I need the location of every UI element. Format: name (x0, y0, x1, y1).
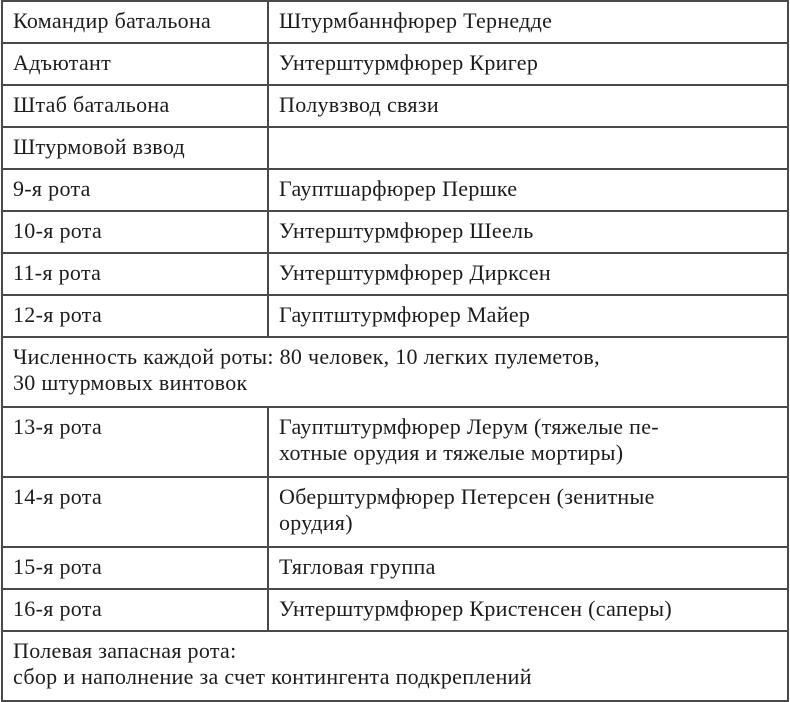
table-row (2, 547, 788, 589)
unit-cell: Штурмовой взвод (2, 127, 268, 169)
reserve-note-line: Полевая запасная рота: (13, 638, 237, 663)
unit-cell: Командир батальона (2, 1, 268, 43)
table-row (2, 477, 788, 547)
unit-cell: 16-я рота (2, 589, 268, 631)
reserve-note-row (2, 631, 788, 701)
commander-cell: Унтерштурмфюрер Дирксен (268, 253, 788, 295)
table-row (2, 127, 788, 169)
strength-note-row (2, 337, 788, 407)
strength-note-cell (2, 337, 788, 407)
table-row (2, 295, 788, 337)
commander-cell: Унтерштурмфюрер Кристенсен (саперы) (268, 589, 788, 631)
table-row (2, 85, 788, 127)
table-row (2, 43, 788, 85)
commander-cell: Гауптшарфюрер Першке (268, 169, 788, 211)
table-row (2, 211, 788, 253)
commander-cell: Тягловая группа (268, 547, 788, 589)
table-row (2, 589, 788, 631)
table-row (2, 169, 788, 211)
unit-cell: 15-я рота (2, 547, 268, 589)
commander-cell: Унтерштурмфюрер Кригер (268, 43, 788, 85)
commander-line: Гауптштурмфюрер Лерум (тяжелые пе- (279, 414, 659, 439)
unit-cell: Штаб батальона (2, 85, 268, 127)
unit-cell: Адъютант (2, 43, 268, 85)
commander-line: орудия) (279, 510, 353, 535)
unit-cell: 12-я рота (2, 295, 268, 337)
commander-cell: Унтерштурмфюрер Шеель (268, 211, 788, 253)
commander-cell (268, 127, 788, 169)
commander-cell (268, 407, 788, 477)
battalion-structure-table (1, 0, 789, 702)
strength-note-line: Численность каждой роты: 80 человек, 10 легких пулеметов, (13, 344, 600, 369)
commander-line: Оберштурмфюрер Петерсен (зенитные (279, 484, 655, 509)
unit-cell: 14-я рота (2, 477, 268, 547)
unit-cell: 11-я рота (2, 253, 268, 295)
table-row (2, 253, 788, 295)
strength-note-line: 30 штурмовых винтовок (13, 370, 248, 395)
table-row (2, 1, 788, 43)
commander-cell: Гауптштурмфюрер Майер (268, 295, 788, 337)
unit-cell: 10-я рота (2, 211, 268, 253)
commander-cell: Полувзвод связи (268, 85, 788, 127)
commander-line: хотные орудия и тяжелые мортиры) (279, 440, 624, 465)
table-row (2, 407, 788, 477)
unit-cell: 13-я рота (2, 407, 268, 477)
reserve-note-line: сбор и наполнение за счет контингента подкреплений (13, 664, 532, 689)
commander-cell: Штурмбаннфюрер Тернедде (268, 1, 788, 43)
commander-cell (268, 477, 788, 547)
reserve-note-cell (2, 631, 788, 701)
unit-cell: 9-я рота (2, 169, 268, 211)
